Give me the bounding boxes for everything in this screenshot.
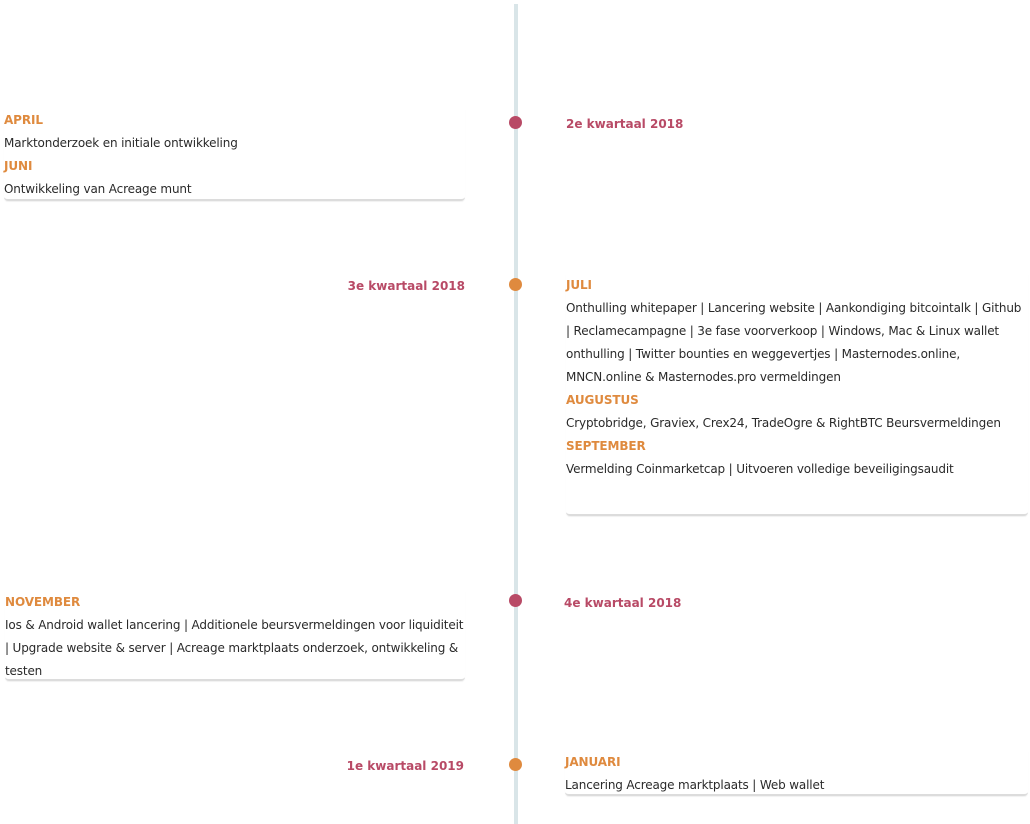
timeline-card-q3-2018 <box>566 274 1028 516</box>
quarter-label-q2-2018: 2e kwartaal 2018 <box>566 117 684 131</box>
month-label-november: NOVEMBER <box>5 595 81 609</box>
timeline-dot-q2-2018 <box>509 116 522 129</box>
month-description-juli: Onthulling whitepaper | Lancering website | Aankondiging bitcointalk | Github | Reclamecampagne | 3e fase voorverkoop | Windows, Mac & Linux wallet onthulling | Twitter bounties en weggevertjes | Masternodes.online, MNCN.online & Masternodes.pro vermeldingen <box>566 301 1022 384</box>
month-label-juni: JUNI <box>4 159 33 173</box>
month-label-september: SEPTEMBER <box>566 439 646 453</box>
month-label-augustus: AUGUSTUS <box>566 393 639 407</box>
timeline-dot-q4-2018 <box>509 594 522 607</box>
timeline-dot-q3-2018 <box>509 278 522 291</box>
month-description-juni: Ontwikkeling van Acreage munt <box>4 182 192 196</box>
timeline-card-q2-2018 <box>4 109 465 201</box>
month-label-januari: JANUARI <box>565 755 621 769</box>
month-label-april: APRIL <box>4 113 43 127</box>
month-label-juli: JULI <box>566 278 592 292</box>
timeline-card-q1-2019 <box>565 751 1028 796</box>
month-description-januari: Lancering Acreage marktplaats | Web wallet <box>565 778 825 792</box>
month-description-september: Vermelding Coinmarketcap | Uitvoeren volledige beveiligingsaudit <box>566 462 954 476</box>
quarter-label-q1-2019: 1e kwartaal 2019 <box>346 759 464 773</box>
timeline-dot-q1-2019 <box>509 758 522 771</box>
month-description-april: Marktonderzoek en initiale ontwikkeling <box>4 136 238 150</box>
quarter-label-q3-2018: 3e kwartaal 2018 <box>347 279 465 293</box>
quarter-label-q4-2018: 4e kwartaal 2018 <box>564 596 682 610</box>
timeline-card-q4-2018 <box>5 591 465 681</box>
month-description-augustus: Cryptobridge, Graviex, Crex24, TradeOgre & RightBTC Beursvermeldingen <box>566 416 1001 430</box>
month-description-november: Ios & Android wallet lancering | Additionele beursvermeldingen voor liquiditeit | Upgrade website & server | Acreage marktplaats onderzoek, ontwikkeling & testen <box>5 618 464 678</box>
